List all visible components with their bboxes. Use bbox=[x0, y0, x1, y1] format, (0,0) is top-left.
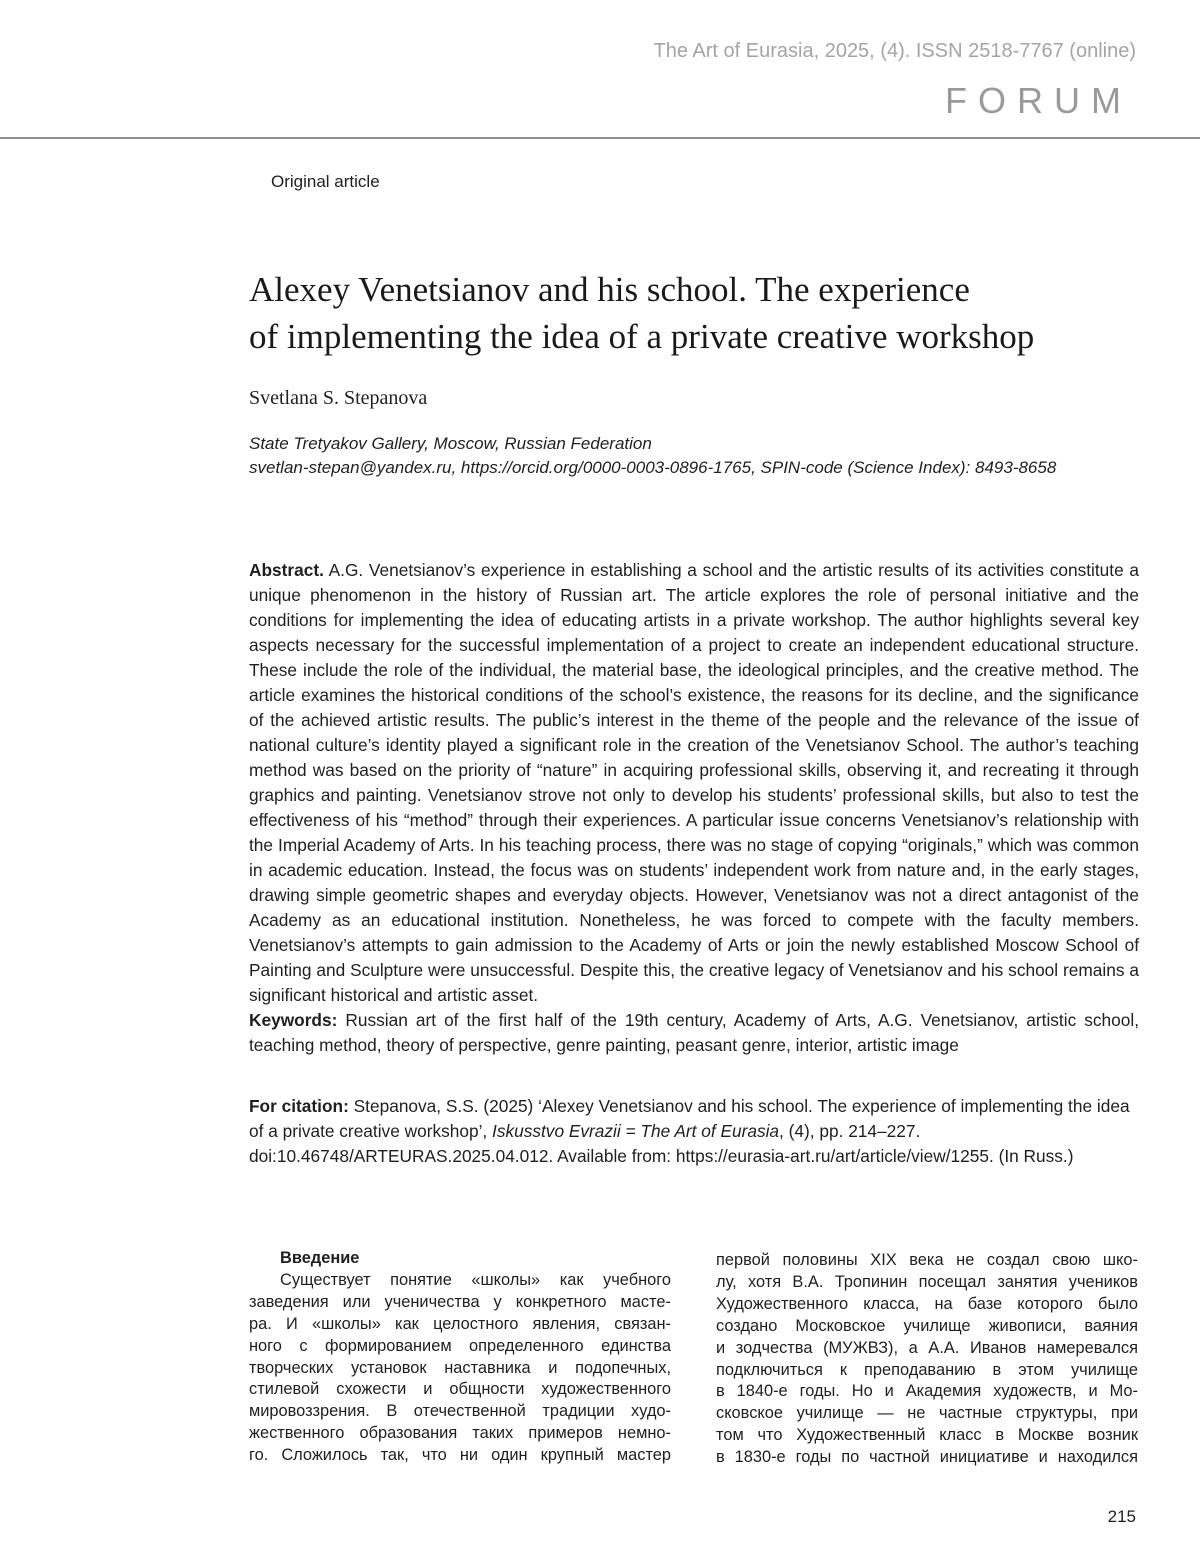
affiliation: State Tretyakov Gallery, Moscow, Russian Federation bbox=[249, 434, 652, 453]
citation-block bbox=[249, 1094, 1139, 1169]
abstract-text: A.G. Venetsianov’s experience in establishing a school and the artistic results of its activities constitute a unique phenomenon in the history of Russian art. The article explores the role of personal initiative and the conditions for implementing the idea of educating artists in a private workshop. The author highlights several key aspects necessary for the successful implementation of a project to create an independent educational structure. These include the role of the individual, the material base, the ideological principles, and the creative method. The article examines the historical conditions of the school’s existence, the reasons for its decline, and the significance of the achieved artistic results. The public’s interest in the theme of the people and the relevance of the issue of national culture’s identity played a significant role in the creation of the Venetsianov School. The author’s teaching method was based on the priority of “nature” in acquiring professional skills, observing it, and recreating it through graphics and painting. Venetsianov strove not only to develop his students’ professional skills, but also to test the effectiveness of his “method” through their experiences. A particular issue concerns Venetsianov’s relationship with the Imperial Academy of Arts. In his teaching process, there was no stage of copying “originals,” which was common in academic education. Instead, the focus was on students’ independent work from nature and, in the early stages, drawing simple geometric shapes and everyday objects. However, Venetsianov was not a direct antagonist of the Academy as an educational institution. Nonetheless, he was forced to compete with the faculty members. Venetsianov’s attempts to gain admission to the Academy of Arts or join the newly established Moscow School of Painting and Sculpture were unsuccessful. Despite this, the creative legacy of Venetsianov and his school remains a significant historical and artistic asset. bbox=[249, 560, 1139, 1005]
citation-text-end: , (4), pp. 214–227. doi:10.46748/ARTEURAS.2025.04.012. Available from: https://eurasia-art.ru/art/article/view/1255. (In Russ.) bbox=[249, 1121, 1074, 1166]
body-column-right bbox=[716, 1250, 1138, 1469]
body-line: в 1840-е годы. Но и Академия художеств, и Мо- bbox=[716, 1382, 1138, 1401]
body-line: том что Художественный класс в Москве возник bbox=[716, 1426, 1138, 1445]
body-line: творческих установок наставника и подопечных, bbox=[249, 1358, 671, 1377]
author-contacts: svetlan-stepan@yandex.ru, https://orcid.org/0000-0003-0896-1765, SPIN-code (Science Index): 8493-8658 bbox=[249, 458, 1057, 477]
article-title bbox=[249, 266, 1149, 360]
body-line: первой половины XIX века не создал свою шко- bbox=[716, 1251, 1138, 1269]
body-line: жественного образования таких примеров немно- bbox=[249, 1424, 671, 1443]
section-heading: Введение bbox=[280, 1249, 360, 1267]
body-column-left bbox=[249, 1248, 671, 1467]
body-line: заведения или ученичества у конкретного масте- bbox=[249, 1292, 671, 1311]
body-line: ра. И «школы» как целостного явления, связан- bbox=[249, 1314, 671, 1333]
author-name: Svetlana S. Stepanova bbox=[249, 387, 428, 409]
author-affiliation-block bbox=[249, 432, 1056, 480]
body-line: Существует понятие «школы» как учебного bbox=[280, 1270, 671, 1289]
title-line: of implementing the idea of a private creative workshop bbox=[249, 317, 1035, 356]
body-line: мировоззрения. В отечественной традиции худо- bbox=[249, 1402, 671, 1421]
keywords-label: Keywords: bbox=[249, 1010, 338, 1030]
body-line: сковское училище — не частные структуры, при bbox=[716, 1404, 1138, 1423]
body-line: в 1830-е годы по частной инициативе и находился bbox=[716, 1448, 1138, 1467]
body-line: подключиться к преподаванию в этом училище bbox=[716, 1360, 1138, 1379]
citation-text: Stepanova, S.S. (2025) ‘Alexey Venetsianov and his school. The experience of implementing the idea of a private creative workshop’, bbox=[249, 1096, 1130, 1141]
body-line: создано Московское училище живописи, ваяния bbox=[716, 1316, 1138, 1335]
abstract-block bbox=[249, 558, 1139, 1058]
body-line: ного с формированием определенного единства bbox=[249, 1336, 671, 1355]
body-line: стилевой схожести и общности художественного bbox=[249, 1380, 671, 1399]
body-line: лу, хотя В.А. Тропинин посещал занятия учеников bbox=[716, 1272, 1138, 1291]
body-line: го. Сложилось так, что ни один крупный мастер bbox=[249, 1446, 671, 1465]
title-line: Alexey Venetsianov and his school. The experience bbox=[249, 270, 970, 309]
journal-info: The Art of Eurasia, 2025, (4). ISSN 2518-7767 (online) bbox=[653, 40, 1136, 62]
citation-label: For citation: bbox=[249, 1096, 349, 1116]
citation-journal: Iskusstvo Evrazii = The Art of Eurasia bbox=[492, 1121, 780, 1141]
body-line: Художественного класса, на базе которого было bbox=[716, 1294, 1138, 1313]
abstract-label: Abstract. bbox=[249, 560, 324, 580]
article-type: Original article bbox=[271, 172, 380, 191]
page-number: 215 bbox=[1107, 1507, 1136, 1526]
keywords-text: Russian art of the first half of the 19th century, Academy of Arts, A.G. Venetsianov, artistic school, teaching method, theory of perspective, genre painting, peasant genre, interior, artistic image bbox=[249, 1010, 1140, 1055]
section-label: FORUM bbox=[945, 80, 1132, 121]
header-divider bbox=[0, 137, 1200, 139]
body-line: и зодчества (МУЖВЗ), а А.А. Иванов намеревался bbox=[716, 1338, 1138, 1357]
